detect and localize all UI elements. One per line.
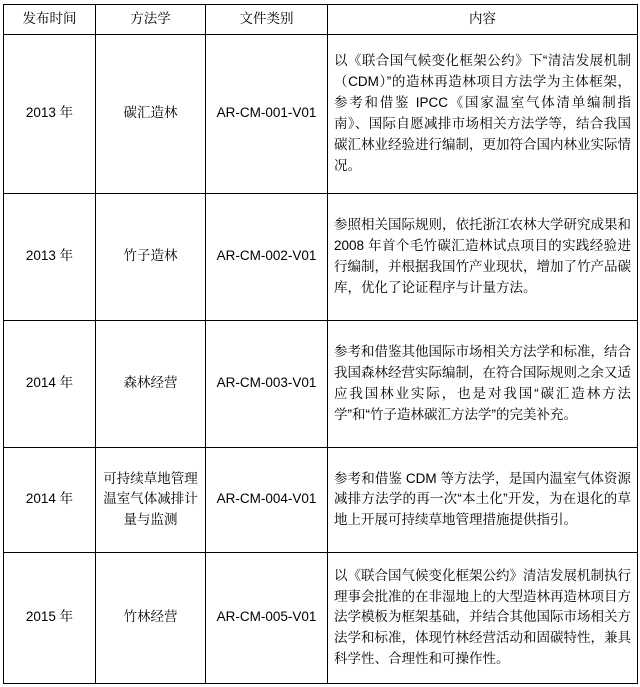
cell-date: 2014 年 <box>4 320 96 447</box>
column-header-doc-type: 文件类别 <box>206 5 328 35</box>
column-header-content: 内容 <box>328 5 638 35</box>
cell-doc-type: AR-CM-001-V01 <box>206 34 328 193</box>
table-row <box>4 447 638 552</box>
cell-date: 2015 年 <box>4 552 96 683</box>
column-header-methodology: 方法学 <box>96 5 206 35</box>
cell-methodology: 可持续草地管理温室气体减排计量与监测 <box>96 447 206 552</box>
methodology-table <box>3 4 638 684</box>
cell-content: 以《联合国气候变化框架公约》清洁发展机制执行理事会批准的在非湿地上的大型造林再造林项目方法学模板为框架基础，并结合其他国际市场相关方法学和标准，体现竹林经营活动和固碳特性，兼具科学性、合理性和可操作性。 <box>328 552 638 683</box>
cell-doc-type: AR-CM-002-V01 <box>206 193 328 320</box>
cell-content: 参照相关国际规则，依托浙江农林大学研究成果和 2008 年首个毛竹碳汇造林试点项目的实践经验进行编制，并根据我国竹产业现状，增加了竹产品碳库，优化了论证程序与计量方法。 <box>328 193 638 320</box>
cell-date: 2013 年 <box>4 34 96 193</box>
table-header-row <box>4 5 638 35</box>
table-row <box>4 193 638 320</box>
table-row <box>4 552 638 683</box>
cell-methodology: 竹林经营 <box>96 552 206 683</box>
cell-doc-type: AR-CM-003-V01 <box>206 320 328 447</box>
table-body <box>4 34 638 683</box>
cell-date: 2014 年 <box>4 447 96 552</box>
table-row <box>4 320 638 447</box>
cell-content: 以《联合国气候变化框架公约》下“清洁发展机制（CDM）”的造林再造林项目方法学为主体框架，参考和借鉴 IPCC《国家温室气体清单编制指南》、国际自愿减排市场相关方法学等，结合我国碳汇林业经验进行编制，更加符合国内林业实际情况。 <box>328 34 638 193</box>
cell-methodology: 森林经营 <box>96 320 206 447</box>
cell-doc-type: AR-CM-005-V01 <box>206 552 328 683</box>
cell-content: 参考和借鉴 CDM 等方法学，是国内温室气体资源减排方法学的再一次“本土化”开发，为在退化的草地上开展可持续草地管理措施提供指引。 <box>328 447 638 552</box>
column-header-date: 发布时间 <box>4 5 96 35</box>
cell-content: 参考和借鉴其他国际市场相关方法学和标准，结合我国森林经营实际编制，在符合国际规则之余又适应我国林业实际，也是对我国“碳汇造林方法学”和“竹子造林碳汇方法学”的完美补充。 <box>328 320 638 447</box>
table-row <box>4 34 638 193</box>
cell-date: 2013 年 <box>4 193 96 320</box>
cell-doc-type: AR-CM-004-V01 <box>206 447 328 552</box>
cell-methodology: 碳汇造林 <box>96 34 206 193</box>
cell-methodology: 竹子造林 <box>96 193 206 320</box>
table-header <box>4 5 638 35</box>
